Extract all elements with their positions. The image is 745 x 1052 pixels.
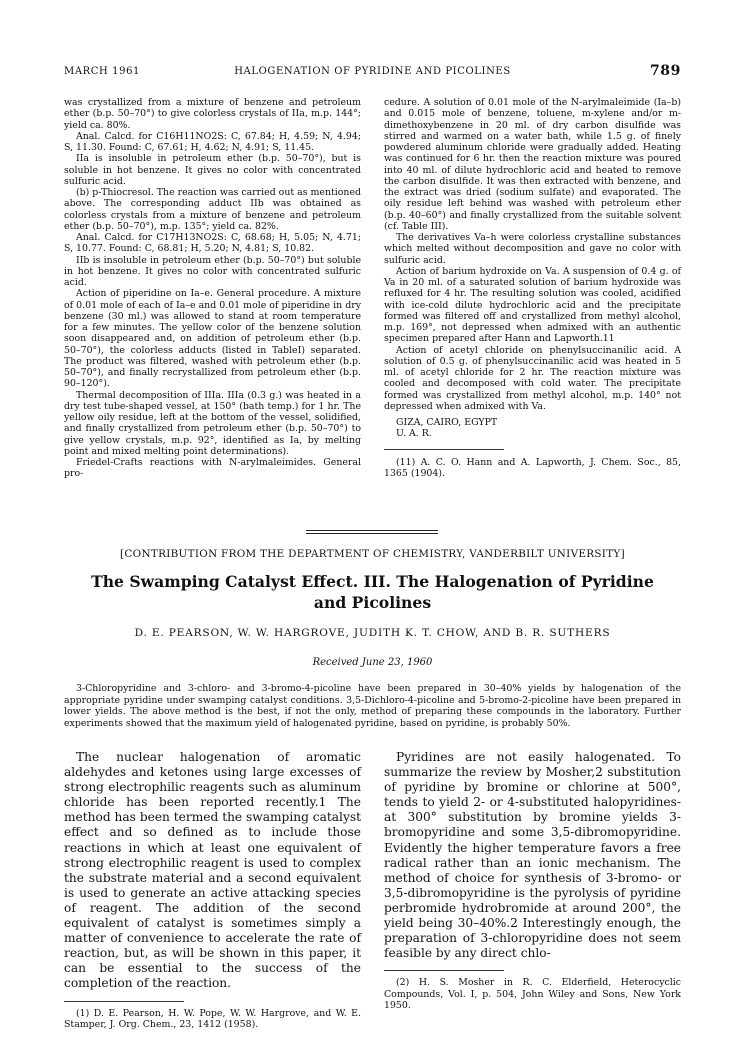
article-title: The Swamping Catalyst Effect. III. The Halogenation of Pyridine and Picolines	[91, 572, 654, 612]
paragraph: IIb is insoluble in petroleum ether (b.p. 50–70°) but soluble in hot benzene. It gives no color with concentrated sulfuric acid.	[64, 254, 361, 288]
experimental-left-column	[64, 97, 361, 480]
paragraph: The derivatives Va–h were colorless crystalline substances which melted without decomposition and gave no color with sulfuric acid.	[384, 232, 681, 266]
author-list: D. E. PEARSON, W. W. HARGROVE, JUDITH K. T. CHOW, AND B. R. SUTHERS	[134, 627, 611, 639]
paragraph: was crystallized from a mixture of benzene and petroleum ether (b.p. 50–70°) to give colorless crystals of IIa, m.p. 144°; yield ca. 80%.	[64, 97, 361, 131]
paragraph: Pyridines are not easily halogenated. To summarize the review by Mosher,2 substitution of pyridine by bromine or chlorine at 500°, tends to yield 2- or 4-substituted halopyridines- at 300° substitution by bromine yields 3-bromopyridine and some 3,5-dibromopyridine. Evidently the higher temperature favors a free radical rather than an ionic mechanism. The method of choice for synthesis of 3-bromo- or 3,5-dibromopyridine is the pyrolysis of pyridine perbromide hydrobromide at around 200°, the yield being 30–40%.2 Interestingly enough, the preparation of 3-chloropyridine does not seem feasible by any direct chlo-	[384, 750, 681, 961]
footnote-divider	[384, 449, 504, 450]
header-running-title: HALOGENATION OF PYRIDINE AND PICOLINES	[234, 66, 511, 77]
paragraph: IIa is insoluble in petroleum ether (b.p. 50–70°), but is soluble in hot benzene. It gives no color with concentrated sulfuric acid.	[64, 153, 361, 187]
paragraph: cedure. A solution of 0.01 mole of the N-arylmaleimide (Ia–b) and 0.015 mole of benzene, toluene, m-xylene and/or m-dimethoxybenzene in 20 ml. of dry carbon disulfide was stirred and warmed on a water bath, while 1.5 g. of finely powdered aluminum chloride were gradually added. Heating was continued for 6 hr. then the reaction mixture was poured into 40 ml. of dilute hydrochloric acid and heated to remove the carbon disulfide. It was then extracted with benzene, and the extract was dried (sodium sulfate) and evaporated. The oily residue left behind was washed with petroleum ether (b.p. 40–60°) and finally crystallized from the suitable solvent (cf. Table III).	[384, 97, 681, 232]
location-line: U. A. R.	[396, 428, 432, 440]
footnote-divider	[384, 970, 504, 971]
paragraph: Anal. Calcd. for C17H13NO2S: C, 68.68; H, 5.05; N, 4.71; S, 10.77. Found: C, 68.81; H, 5.20; N, 4.81; S, 10.82.	[64, 232, 361, 255]
running-header	[64, 64, 681, 80]
paragraph: (b) p-Thiocresol. The reaction was carried out as mentioned above. The corresponding adduct IIb was obtained as colorless crystals from a mixture of benzene and petroleum ether (b.p. 50–70°), m.p. 135°; yield ca. 82%.	[64, 187, 361, 232]
footnote: (11) A. C. O. Hann and A. Lapworth, J. Chem. Soc., 85, 1365 (1904).	[384, 456, 681, 479]
header-date: MARCH 1961	[64, 66, 140, 77]
paragraph: Anal. Calcd. for C16H11NO2S: C, 67.84; H, 4.59; N, 4.94; S, 11.30. Found: C, 67.61; H, 4.62; N, 4.91; S, 11.45.	[64, 130, 361, 153]
body-left-column	[64, 750, 361, 1030]
paragraph: Thermal decomposition of IIIa. IIIa (0.3 g.) was heated in a dry test tube-shaped vessel, at 150° (bath temp.) for 1 hr. The yellow oily residue, left at the bottom of the vessel, solidified, and finally crystallized from petroleum ether (b.p. 50–70°) to give yellow crystals, m.p. 92°, identified as Ia, by melting point and mixed melting point determinations).	[64, 389, 361, 457]
section-divider	[306, 533, 438, 534]
body-right-column	[384, 750, 681, 1012]
section-divider	[306, 530, 438, 531]
paragraph: Action of acetyl chloride on phenylsuccinanilic acid. A solution of 0.5 g. of phenylsuccinanilic acid was heated in 5 ml. of acetyl chloride for 2 hr. The reaction mixture was cooled and decomposed with cold water. The precipitate formed was crystallized from methyl alcohol, m.p. 140° not depressed when admixed with Va.	[384, 344, 681, 412]
footnote: (2) H. S. Mosher in R. C. Elderfield, Heterocyclic Compounds, Vol. I, p. 504, John Wiley and Sons, New York 1950.	[384, 977, 681, 1012]
received-date: Received June 23, 1960	[312, 657, 433, 668]
location-line: GIZA, CAIRO, EGYPT	[396, 417, 498, 428]
footnote-divider	[64, 1001, 184, 1002]
abstract: 3-Chloropyridine and 3-chloro- and 3-bromo-4-picoline have been prepared in 30–40% yields by halogenation of the appropriate pyridine under swamping catalyst conditions. 3,5-Dichloro-4-picoline and 5-bromo-2-picoline have been prepared in lower yields. The above method is the best, if not the only, method of preparing these compounds in the laboratory. Further experiments showed that the maximum yield of halogenated pyridine, based on pyridine, is probably 50%.	[64, 683, 681, 729]
page-number: 789	[649, 63, 681, 79]
paragraph: Action of piperidine on Ia–e. General procedure. A mixture of 0.01 mole of each of Ia–e and 0.01 mole of piperidine in dry benzene (30 ml.) was allowed to stand at room temperature for a few minutes. The yellow color of the benzene solution soon disappeared and, on addition of petroleum ether (b.p. 50–70°), the colorless adducts (listed in TableI) separated. The product was filtered, washed with petroleum ether (b.p. 50–70°), and finally recrystallized from petroleum ether (b.p. 90–120°).	[64, 288, 361, 390]
paragraph: The nuclear halogenation of aromatic aldehydes and ketones using large excesses of strong electrophilic reagents such as aluminum chloride has been reported recently.1 The method has been termed the swamping catalyst effect and so defined as to include those reactions in which at least one equivalent of strong electrophilic reagent is used to complex the substrate material and a second equivalent is used to generate an active attacking species of reagent. The addition of the second equivalent of catalyst is sometimes simply a matter of convenience to accelerate the rate of reaction, but, as will be shown in this paper, it can be essential to the success of the completion of the reaction.	[64, 750, 361, 991]
paragraph: Friedel-Crafts reactions with N-arylmaleimides. General pro-	[64, 457, 361, 480]
contribution-line: [CONTRIBUTION FROM THE DEPARTMENT OF CHEMISTRY, VANDERBILT UNIVERSITY]	[120, 548, 625, 560]
experimental-right-column	[384, 97, 681, 479]
footnote: (1) D. E. Pearson, H. W. Pope, W. W. Hargrove, and W. E. Stamper, J. Org. Chem., 23, 1412 (1958).	[64, 1007, 361, 1030]
paragraph: Action of barium hydroxide on Va. A suspension of 0.4 g. of Va in 20 ml. of a saturated solution of barium hydroxide was refluxed for 4 hr. The resulting solution was cooled, acidified with ice-cold dilute hydrochloric acid and the precipitate formed was filtered off and crystallized from methyl alcohol, m.p. 169°, not depressed when admixed with an authentic specimen prepared after Hann and Lapworth.11	[384, 265, 681, 345]
